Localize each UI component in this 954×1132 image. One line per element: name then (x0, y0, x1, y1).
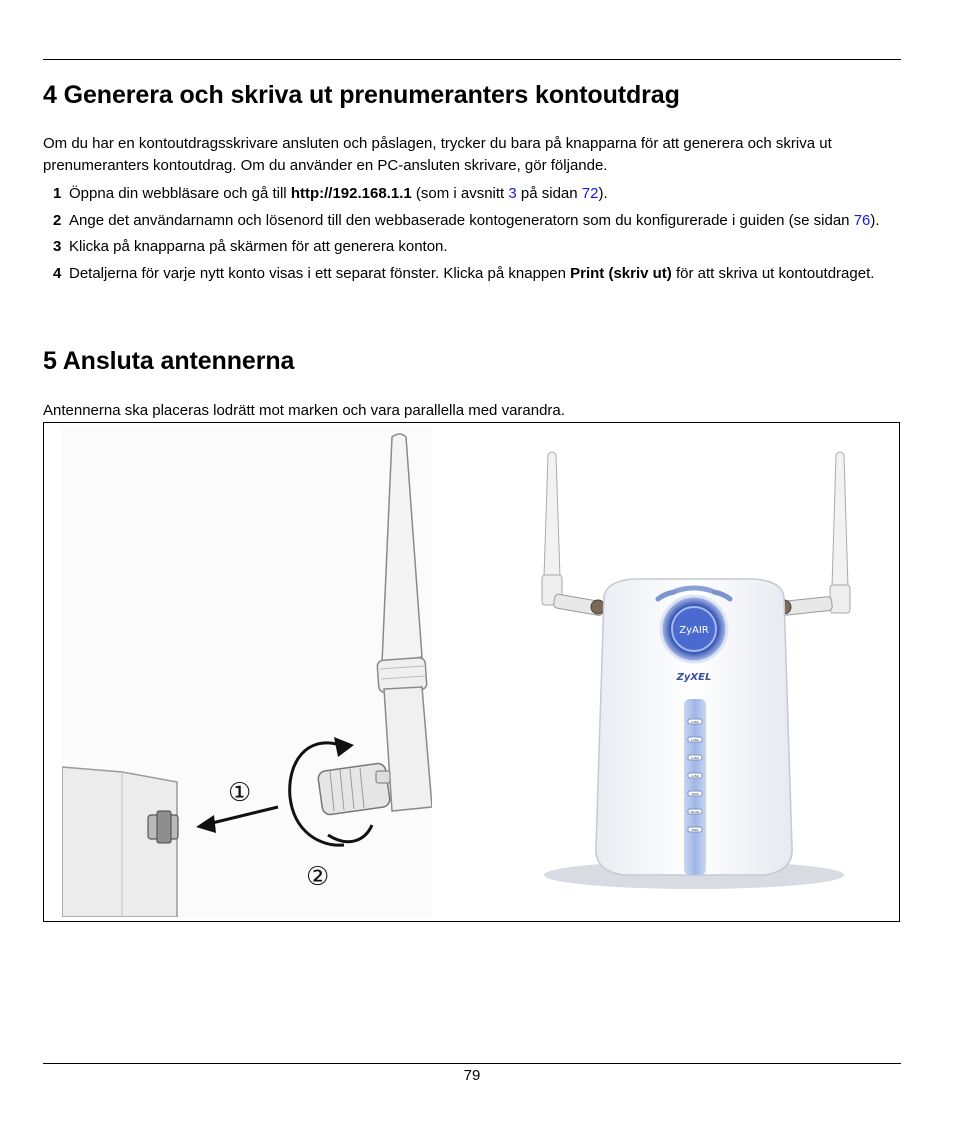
device-corner (62, 767, 178, 917)
page-link[interactable]: 76 (853, 211, 871, 229)
svg-text:LAN4: LAN4 (691, 774, 699, 778)
right-antenna (777, 452, 850, 616)
section-4-heading: 4 Generera och skriva ut prenumeranters kontoutdrag (43, 81, 680, 109)
bottom-rule (43, 1063, 901, 1064)
left-antenna (542, 452, 605, 616)
page-link[interactable]: 72 (581, 185, 599, 202)
print-button-text: Print (skriv ut) (570, 264, 672, 282)
svg-text:LAN2: LAN2 (691, 738, 699, 742)
antenna-figure (43, 422, 900, 922)
badge-label: ZyAIR (679, 625, 709, 636)
svg-text:WLAN: WLAN (690, 810, 700, 814)
top-rule (43, 59, 901, 60)
svg-text:PWR: PWR (691, 828, 699, 832)
led-stripe (684, 699, 706, 875)
steps-list (43, 183, 905, 289)
step-3: 3 Klicka på knapparna på skärmen för att generera konton. (43, 236, 905, 258)
section-4-intro: Om du har en kontoutdragsskrivare ansluten och påslagen, trycker du bara på knapparna för att generera och skriva ut prenumeranters kontoutdrag. Om du använder en PC-ansluten skrivare, gör följande. (43, 135, 832, 174)
antenna-install-illustration (62, 427, 432, 917)
section-5-text: Antennerna ska placeras lodrätt mot marken och vara parallella med varandra. (43, 402, 565, 419)
step-marker-1: ① (228, 778, 252, 808)
page-number: 79 (463, 1067, 481, 1084)
step-marker-2: ② (306, 862, 330, 892)
svg-text:LAN1: LAN1 (691, 720, 699, 724)
svg-text:WAN: WAN (691, 792, 699, 796)
step-2: 2 Ange det användarnamn och lösenord till den webbaserade kontogeneratorn som du konfigurerade i guiden (se sidan 76). (43, 210, 905, 232)
step-number: 2 (53, 211, 62, 229)
step-number: 4 (53, 264, 62, 282)
svg-text:LAN3: LAN3 (691, 756, 699, 760)
step-1: 1 Öppna din webbläsare och gå till http://192.168.1.1 (som i avsnitt 3 på sidan 72). (43, 183, 905, 205)
step-number: 3 (53, 238, 62, 255)
step-4: 4 Detaljerna för varje nytt konto visas i ett separat fönster. Klicka på knappen Print (skriv ut) för att skriva ut kontoutdraget. (43, 263, 905, 285)
url-text: http://192.168.1.1 (290, 185, 412, 202)
section-link[interactable]: 3 (508, 185, 517, 202)
step-number: 1 (53, 185, 62, 202)
brand-logo: ZyXEL (676, 672, 712, 683)
section-5-heading: 5 Ansluta antennerna (43, 347, 295, 375)
device-illustration (514, 447, 864, 917)
